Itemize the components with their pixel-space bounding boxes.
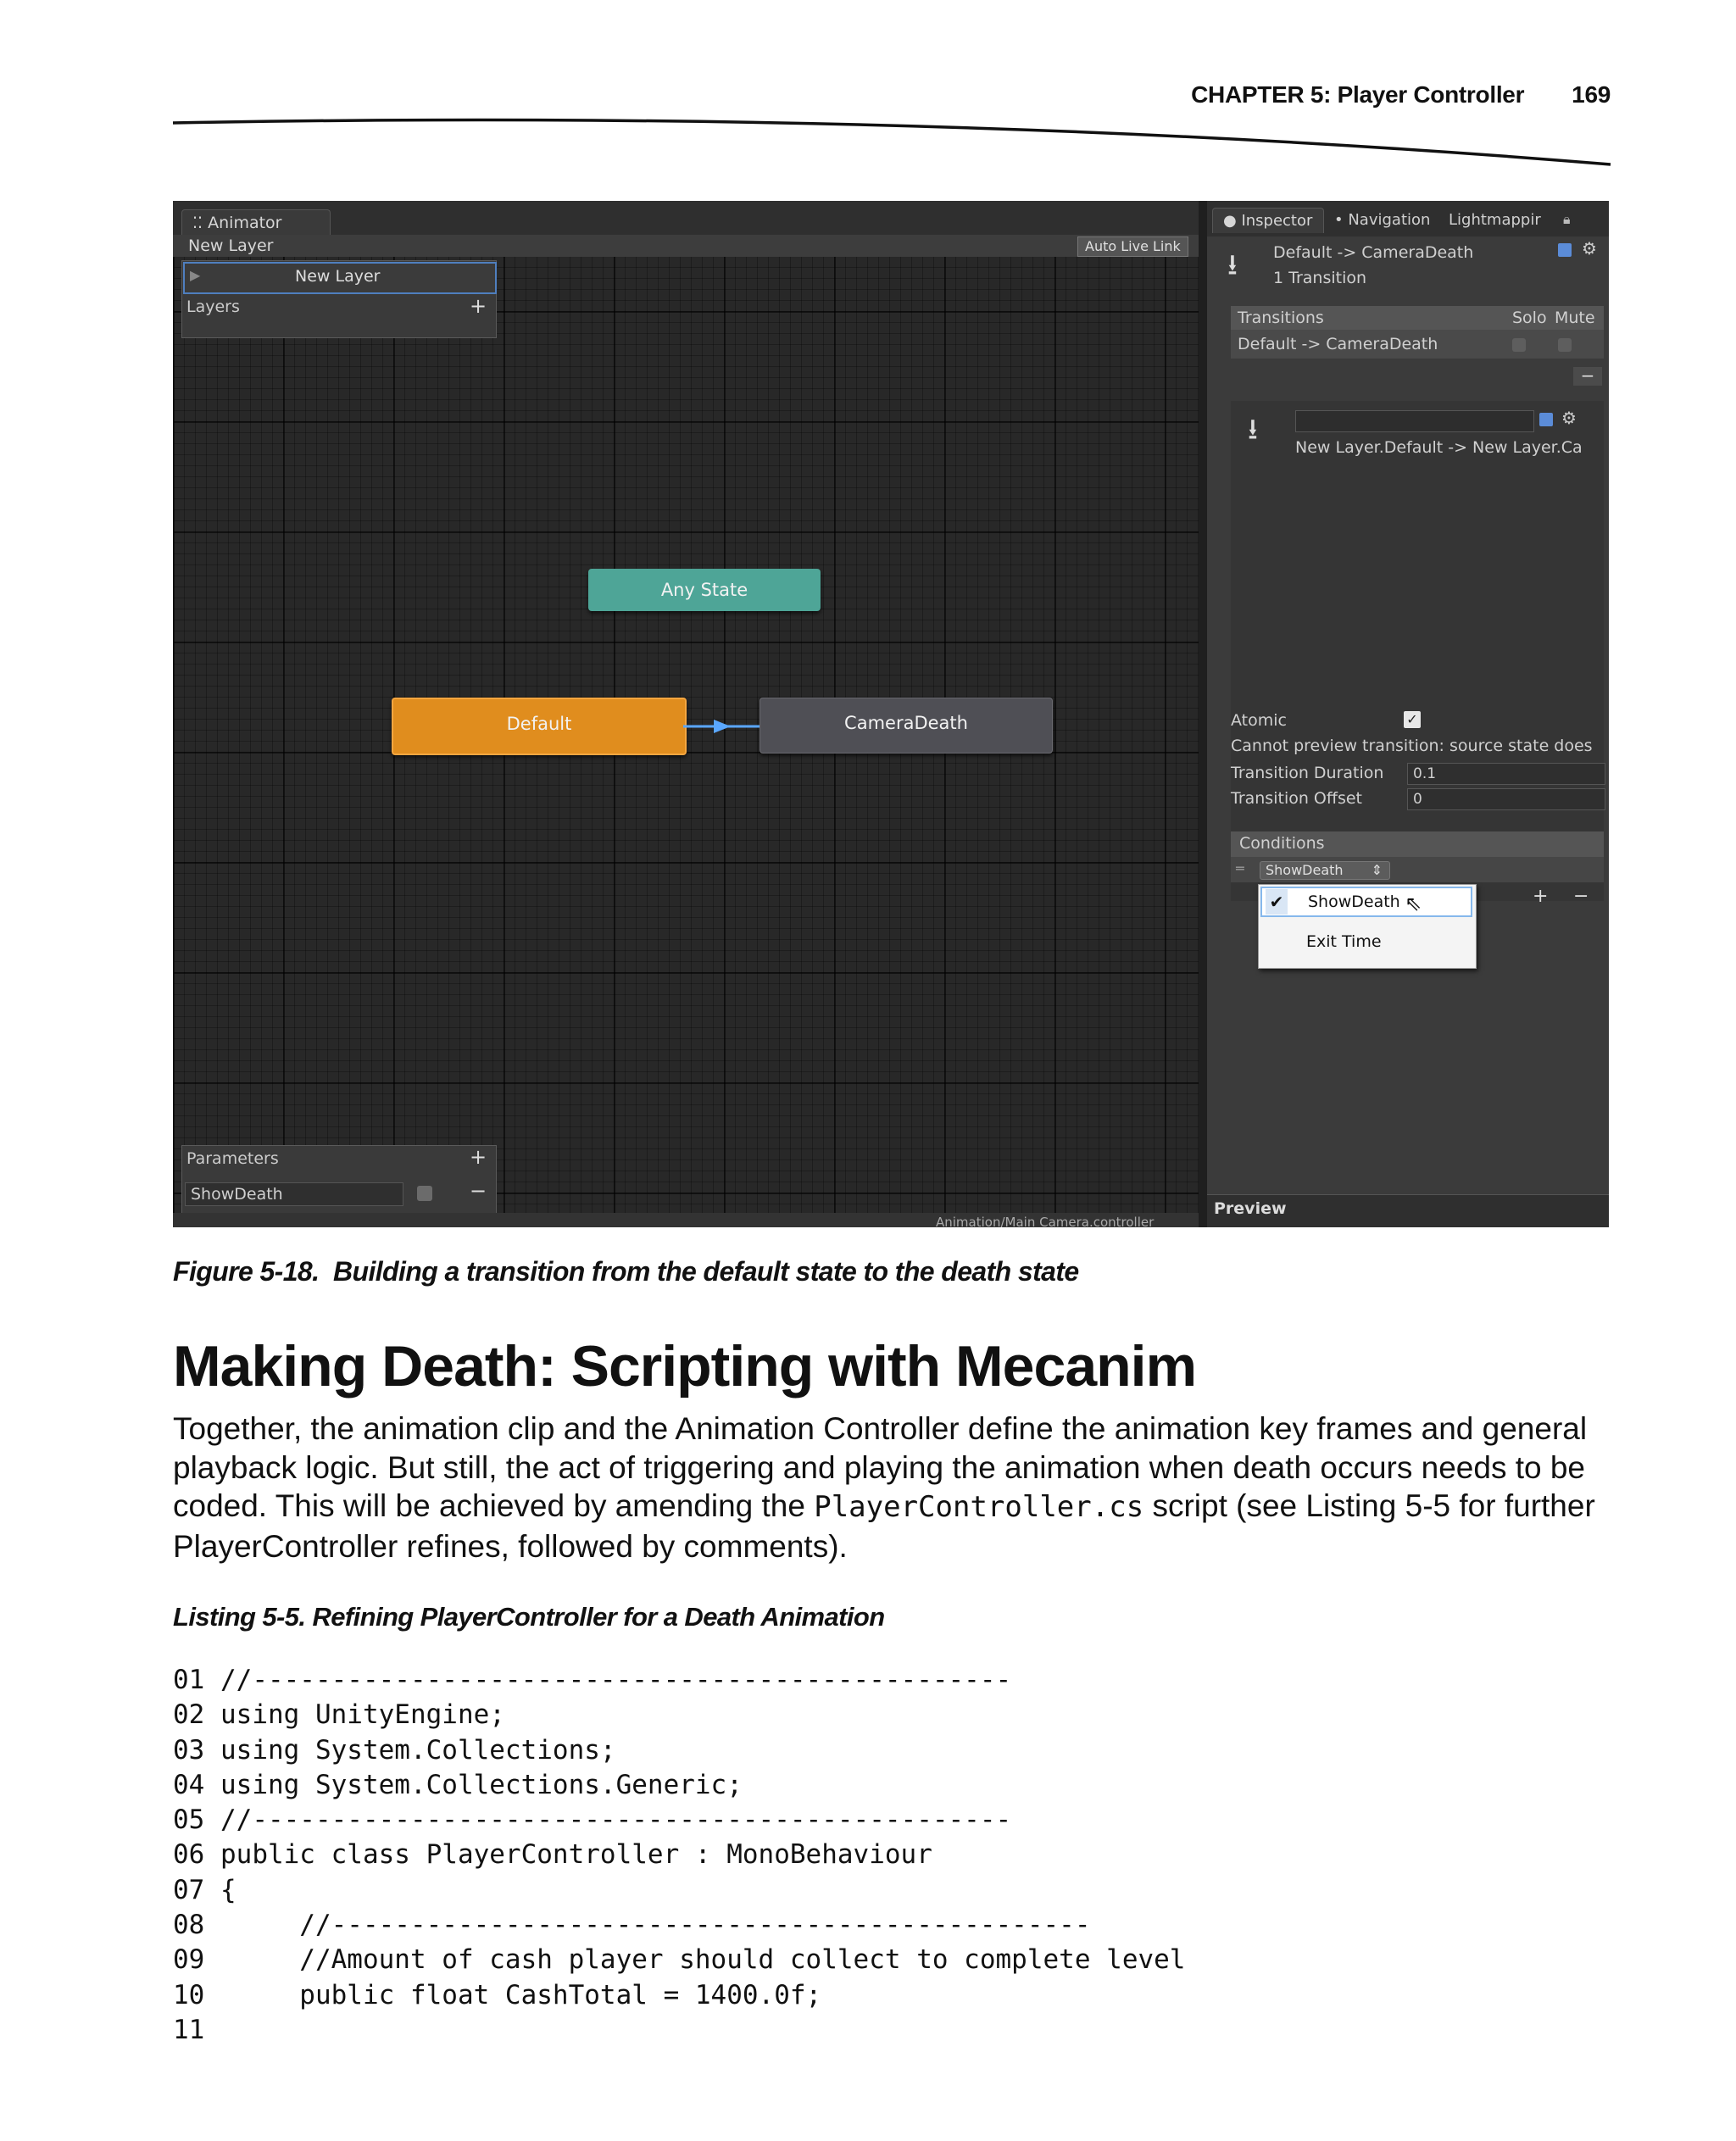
menu-item-show-death[interactable] bbox=[1260, 887, 1472, 917]
transition-detail-icon: ⭳ bbox=[1248, 413, 1258, 447]
chevron-updown-icon: ⇕ bbox=[1371, 862, 1383, 878]
offset-label: Transition Offset bbox=[1231, 789, 1363, 808]
auto-live-link-button[interactable]: Auto Live Link bbox=[1077, 236, 1188, 257]
code-line: 07 { bbox=[173, 1874, 236, 1905]
code-line: 02 using UnityEngine; bbox=[173, 1699, 505, 1731]
lock-icon[interactable]: 🔒︎ bbox=[1563, 211, 1571, 227]
node-default[interactable]: Default bbox=[392, 698, 687, 755]
condition-parameter-select[interactable] bbox=[1260, 861, 1390, 880]
running-head bbox=[1170, 81, 1611, 108]
transitions-label: Transitions bbox=[1238, 309, 1324, 327]
layer-item-label: New Layer bbox=[295, 267, 381, 286]
cursor-icon: ⇖ bbox=[1405, 892, 1422, 915]
code-line: 06 public class PlayerController : MonoBehaviour bbox=[173, 1839, 932, 1871]
parameter-checkbox[interactable] bbox=[417, 1186, 432, 1201]
gear-icon[interactable]: ⚙ bbox=[1582, 238, 1597, 259]
inspector-title: Default -> CameraDeath bbox=[1273, 243, 1474, 262]
add-parameter-button[interactable]: + bbox=[470, 1145, 487, 1169]
tab-navigation-label: Navigation bbox=[1348, 211, 1431, 229]
code-line: 04 using System.Collections.Generic; bbox=[173, 1769, 743, 1800]
solo-label: Solo bbox=[1512, 309, 1547, 327]
body-paragraph bbox=[173, 1410, 1614, 1565]
parameters-label: Parameters bbox=[186, 1149, 279, 1168]
check-icon: ✔ bbox=[1266, 889, 1288, 915]
parameter-show-death[interactable]: ShowDeath bbox=[185, 1182, 403, 1206]
transition-detail-area bbox=[1231, 401, 1604, 901]
code-line: 10 public float CashTotal = 1400.0f; bbox=[173, 1979, 822, 2010]
transition-name-field[interactable] bbox=[1295, 410, 1534, 432]
detail-help-icon[interactable] bbox=[1539, 413, 1553, 426]
mute-checkbox[interactable] bbox=[1558, 338, 1572, 352]
figure-caption bbox=[173, 1256, 1079, 1287]
solo-checkbox[interactable] bbox=[1512, 338, 1526, 352]
conditions-label: Conditions bbox=[1239, 834, 1325, 853]
tab-navigation[interactable] bbox=[1334, 211, 1430, 229]
preview-label: Preview bbox=[1214, 1199, 1287, 1218]
chapter-title: CHAPTER 5: Player Controller bbox=[1191, 81, 1525, 108]
listing-title: Listing 5-5. Refining PlayerController for a Death Animation bbox=[173, 1602, 885, 1632]
detail-gear-icon[interactable]: ⚙ bbox=[1561, 408, 1577, 428]
tab-animator[interactable] bbox=[181, 209, 331, 236]
info-icon: ● bbox=[1223, 212, 1242, 230]
help-icon[interactable] bbox=[1558, 243, 1572, 257]
tab-inspector[interactable] bbox=[1212, 208, 1324, 233]
add-layer-button[interactable]: + bbox=[470, 294, 487, 318]
atomic-label: Atomic bbox=[1231, 711, 1287, 730]
transition-arrow[interactable] bbox=[683, 714, 761, 739]
animator-grid-icon: ⁚⁚ bbox=[192, 214, 209, 232]
code-line: 05 //------------------------------------------------ bbox=[173, 1805, 1012, 1836]
breadcrumb-bar bbox=[173, 235, 1199, 257]
figure-caption-text: Building a transition from the default state to the death state bbox=[333, 1256, 1079, 1287]
layers-label: Layers bbox=[186, 298, 240, 316]
mute-label: Mute bbox=[1555, 309, 1595, 327]
code-line: 09 //Amount of cash player should collect to complete level bbox=[173, 1944, 1186, 1976]
atomic-checkbox[interactable]: ✓ bbox=[1404, 711, 1421, 728]
node-any-state[interactable]: Any State bbox=[588, 569, 821, 611]
tab-animator-label: Animator bbox=[208, 214, 282, 232]
section-heading: Making Death: Scripting with Mecanim bbox=[173, 1334, 1197, 1399]
preview-warning: Cannot preview transition: source state does bbox=[1231, 737, 1593, 755]
transition-icon: ⭳ bbox=[1227, 248, 1238, 282]
code-listing bbox=[173, 1663, 1185, 2048]
offset-field[interactable]: 0 bbox=[1407, 788, 1605, 810]
menu-item-exit-time[interactable]: Exit Time bbox=[1306, 932, 1382, 951]
remove-parameter-button[interactable]: − bbox=[470, 1179, 487, 1203]
layer-item-new-layer[interactable] bbox=[183, 262, 497, 294]
menu-item-label: ShowDeath bbox=[1308, 893, 1400, 911]
drag-handle-icon[interactable]: ═ bbox=[1236, 860, 1244, 876]
transition-detail-path: New Layer.Default -> New Layer.Ca bbox=[1295, 438, 1583, 457]
paragraph-text-2: script (see Listing 5-5 for further PlayerController refines, followed by comments). bbox=[173, 1488, 1595, 1564]
condition-select-label: ShowDeath bbox=[1266, 862, 1344, 878]
node-camera-death[interactable]: CameraDeath bbox=[760, 698, 1053, 754]
duration-label: Transition Duration bbox=[1231, 764, 1384, 782]
condition-dropdown-menu bbox=[1258, 884, 1477, 969]
animator-screenshot bbox=[173, 201, 1609, 1227]
remove-condition-button[interactable]: − bbox=[1573, 886, 1589, 907]
paragraph-text-1: Together, the animation clip and the Animation Controller define the animation key frames and general playback logic. But still, the act of triggering and playing the animation when death occurs needs to be coded. This will be achieved by amending the bbox=[173, 1411, 1588, 1523]
panel-divider bbox=[1199, 201, 1207, 1227]
code-line: 08 //------------------------------------------------ bbox=[173, 1910, 1091, 1941]
tab-inspector-label: Inspector bbox=[1241, 212, 1313, 230]
code-line: 01 //------------------------------------------------ bbox=[173, 1665, 1012, 1695]
inspector-subtitle: 1 Transition bbox=[1273, 269, 1367, 287]
code-line: 03 using System.Collections; bbox=[173, 1734, 616, 1766]
transition-row-label: Default -> CameraDeath bbox=[1238, 335, 1438, 353]
figure-label: Figure 5-18. bbox=[173, 1256, 320, 1287]
play-icon: ▶ bbox=[190, 267, 201, 283]
code-line: 11 bbox=[173, 2014, 205, 2045]
add-condition-button[interactable]: + bbox=[1533, 886, 1549, 907]
navigation-icon: • bbox=[1334, 211, 1349, 229]
duration-field[interactable]: 0.1 bbox=[1407, 763, 1605, 785]
inline-code: PlayerController.cs bbox=[814, 1490, 1144, 1524]
tab-lightmapping[interactable]: Lightmappir bbox=[1449, 211, 1541, 229]
controller-path: Animation/Main Camera.controller bbox=[936, 1215, 1155, 1227]
page-number: 169 bbox=[1572, 81, 1611, 108]
remove-transition-button[interactable]: − bbox=[1573, 367, 1602, 386]
breadcrumb[interactable]: New Layer bbox=[188, 236, 274, 255]
